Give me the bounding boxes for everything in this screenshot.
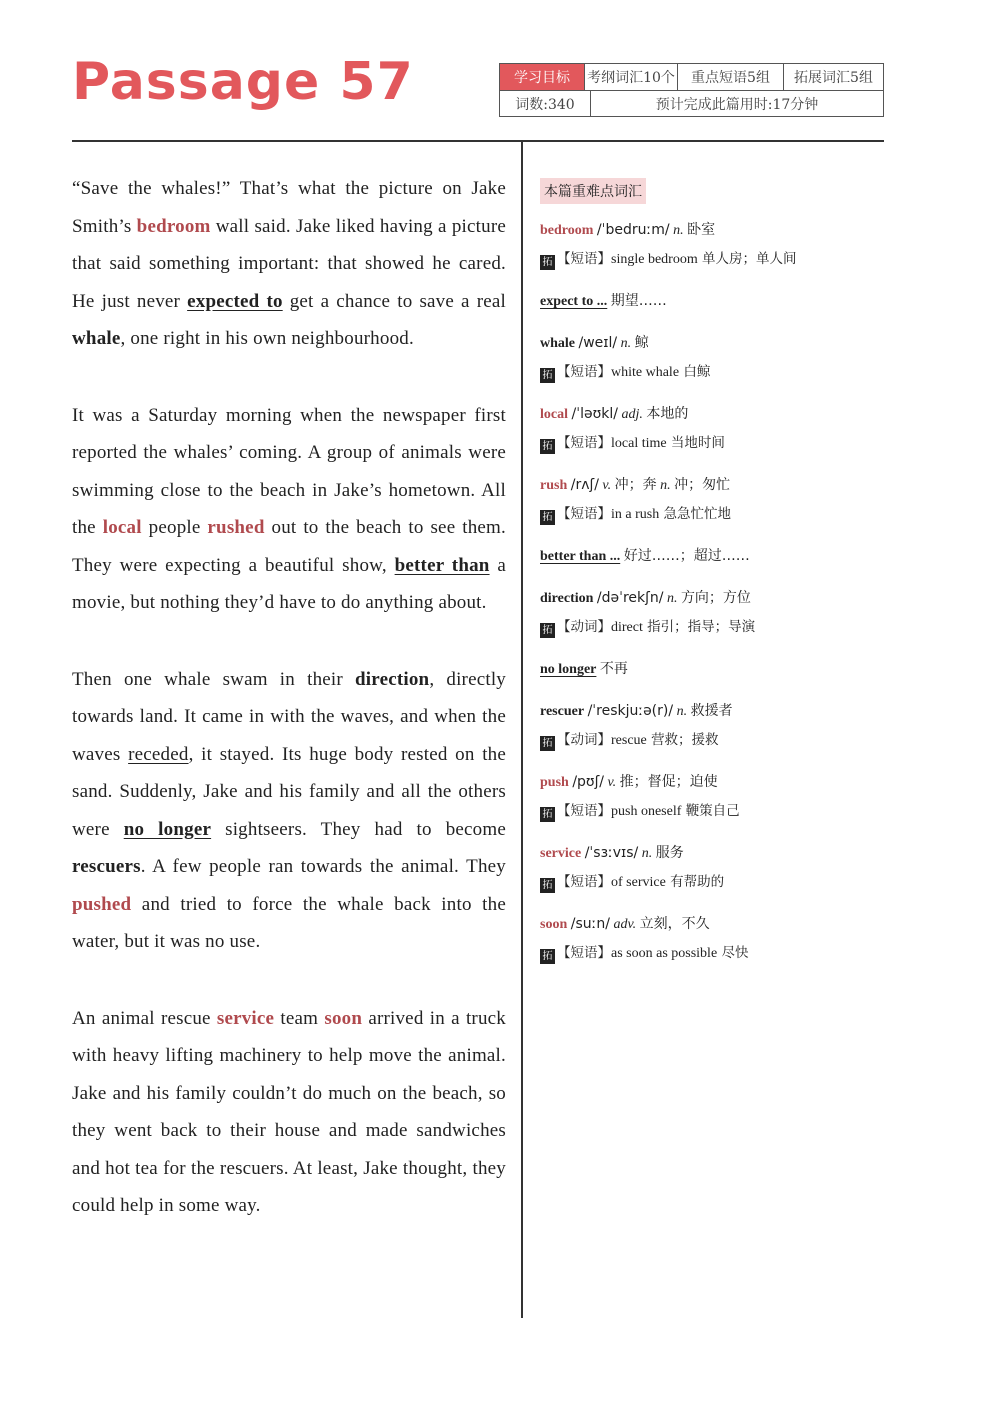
ext-chinese: 白鲸: [683, 364, 711, 380]
ext-chinese: 鞭策自己: [685, 803, 740, 819]
page-title: Passage 57: [72, 52, 414, 112]
vocab-entry: [540, 471, 880, 529]
ext-english: single bedroom: [611, 252, 698, 267]
vocab-pos: adv.: [613, 917, 637, 932]
ext-label: 【短语】: [557, 251, 611, 267]
paragraph-3: [72, 661, 506, 961]
vocab-meaning: 救援者: [690, 703, 733, 719]
vocab-meaning: 服务: [655, 845, 684, 861]
vocab-ipa: /weɪl/: [578, 335, 618, 351]
ext-chinese: 尽快: [721, 945, 749, 961]
ext-label: 【短语】: [557, 945, 611, 961]
text-segment: wall said. Jake liked having a picture that said something important: that showed he cared. He just never: [72, 215, 506, 312]
vocab-pos: n.: [673, 223, 684, 238]
goal-row: [500, 64, 883, 90]
text-segment: , directly towards land. It came in with the waves, and when the waves: [72, 668, 507, 765]
ext-label: 【动词】: [557, 619, 611, 635]
vocab-entry: [540, 910, 880, 968]
keyword-direction: direction: [355, 668, 430, 690]
vocab-meaning: 方向；方位: [680, 590, 751, 606]
vocab-meaning: 鲸: [634, 335, 649, 351]
vocab-word: bedroom: [540, 223, 594, 238]
vocab-panel: [540, 178, 880, 981]
extension-icon: 拓: [540, 368, 555, 383]
text-segment: a movie, but nothing they’d have to do anything about.: [72, 554, 506, 613]
text-segment: , it stayed. Its huge body rested on the sand. Suddenly, Jake and his family and all the others were: [72, 743, 507, 840]
vocab-meaning: 好过……；超过……: [623, 548, 750, 564]
extension-icon: 拓: [540, 510, 555, 525]
vocab-entry: [540, 329, 880, 387]
vocab-meaning: 卧室: [687, 222, 716, 238]
word-count: 词数:340: [515, 96, 575, 113]
vocab-meaning: 推；督促；迫使: [619, 774, 718, 790]
vocab-entry: [540, 768, 880, 826]
vocab-header: 本篇重难点词汇: [540, 178, 646, 204]
vocab-ipa: /pʊʃ/: [572, 774, 604, 790]
text-segment: arrived in a truck with heavy lifting machinery to help move the animal. Jake and his family couldn’t do much on the beach, so they went back to their house and made sandwiches and hot tea for the rescuers. At least, Jake thought, they could help in some way.: [72, 1007, 506, 1216]
ext-english: local time: [611, 436, 667, 451]
keyword-rushed: rushed: [207, 517, 265, 538]
ext-chinese: 急急忙忙地: [663, 506, 732, 522]
text-segment: Then one whale swam in their: [72, 668, 356, 690]
ext-chinese: 营救；援救: [651, 732, 719, 748]
vocab-meaning: 不再: [599, 661, 628, 677]
vocab-ipa: /dəˈrekʃn/: [596, 590, 664, 606]
vocab-pos: n.: [620, 336, 632, 351]
keyword-pushed: pushed: [72, 893, 132, 915]
ext-label: 【短语】: [557, 874, 611, 890]
vocab-pos: adj.: [621, 407, 643, 422]
keyword-expected-to: expected to: [187, 290, 283, 312]
vocab-ipa: /ˈləʊkl/: [571, 406, 618, 422]
time-estimate: 预计完成此篇用时:17分钟: [590, 91, 883, 116]
text-segment: An animal rescue: [72, 1007, 217, 1029]
vocab-ipa: /ˈreskjuːə(r)/: [587, 703, 674, 719]
ext-chinese: 单人房；单人间: [702, 251, 797, 267]
goal-label: 学习目标: [500, 64, 584, 90]
extension-icon: 拓: [540, 736, 555, 751]
vocab-entry: [540, 216, 880, 274]
keyword-whale: whale: [72, 328, 121, 349]
text-segment: It was a Saturday morning when the newspaper first reported the whales’ coming. A group of animals were swimming close to the beach in Jake’s hometown. All the: [72, 404, 506, 538]
ext-chinese: 当地时间: [670, 435, 725, 451]
ext-label: 【短语】: [557, 435, 611, 451]
keyword-local: local: [102, 517, 142, 538]
keyword-receded: receded: [128, 743, 189, 765]
stat-phrase-count: 重点短语5组: [677, 64, 783, 90]
vocab-meaning: 本地的: [646, 406, 689, 422]
vocab-phrase: expect to ...: [540, 294, 608, 309]
ext-label: 【动词】: [557, 732, 611, 748]
vocab-meaning: 立刻，不久: [639, 916, 710, 932]
passage-text: [72, 170, 506, 1264]
stat-extended-count: 拓展词汇5组: [783, 64, 883, 90]
paragraph-2: [72, 397, 506, 622]
vocab-entry: [540, 839, 880, 897]
vocab-pos: v.: [607, 775, 617, 790]
vocab-word: rescuer: [540, 704, 585, 719]
vocab-meaning: 冲；奔: [614, 477, 657, 493]
text-segment: , one right in his own neighbourhood.: [120, 328, 414, 349]
vocab-pos: n.: [676, 704, 688, 719]
vocab-pos-2: n.: [660, 478, 671, 493]
ext-chinese: 指引；指导；导演: [647, 619, 756, 635]
text-segment: . A few people ran towards the animal. They: [140, 856, 506, 877]
meta-row: [500, 90, 883, 116]
vocab-entry: [540, 655, 880, 684]
ext-chinese: 有帮助的: [670, 874, 725, 890]
ext-english: white whale: [611, 365, 680, 380]
vocab-ipa: /suːn/: [570, 916, 610, 932]
keyword-service: service: [216, 1007, 275, 1029]
top-divider: [72, 140, 884, 142]
extension-icon: 拓: [540, 949, 555, 964]
ext-english: push oneself: [611, 804, 682, 819]
text-segment: get a chance to save a real: [282, 290, 506, 312]
vocab-entry: [540, 542, 880, 571]
vocab-pos: v.: [602, 478, 612, 493]
vocab-meaning-2: 冲；匆忙: [674, 477, 731, 493]
ext-label: 【短语】: [557, 364, 611, 380]
extension-icon: 拓: [540, 878, 555, 893]
keyword-no-longer: no longer: [123, 818, 212, 840]
vocab-ipa: /ˈsɜːvɪs/: [584, 845, 639, 861]
vocab-word: direction: [540, 591, 594, 606]
text-segment: team: [274, 1007, 325, 1029]
vocab-pos: n.: [641, 846, 653, 861]
vocab-entry: [540, 400, 880, 458]
vocab-pos: n.: [666, 591, 678, 606]
vocab-ipa: /rʌʃ/: [570, 477, 599, 493]
stat-vocab-count: 考纲词汇10个: [584, 64, 677, 90]
vocab-entry: [540, 697, 880, 755]
vocab-word: soon: [540, 917, 568, 932]
ext-english: rescue: [611, 733, 647, 748]
keyword-bedroom: bedroom: [136, 215, 211, 237]
extension-icon: 拓: [540, 623, 555, 638]
vocab-entry: [540, 287, 880, 316]
text-segment: “Save the whales!” That’s what the picture on Jake Smith’s: [72, 178, 506, 237]
extension-icon: 拓: [540, 807, 555, 822]
vocab-entry: [540, 584, 880, 642]
vocab-word: whale: [540, 336, 575, 351]
vocab-word: local: [540, 407, 568, 422]
text-segment: and tried to force the whale back into the water, but it was no use.: [72, 893, 506, 952]
vocab-word: service: [540, 846, 582, 861]
vocab-meaning: 期望……: [610, 293, 667, 309]
ext-label: 【短语】: [557, 803, 611, 819]
extension-icon: 拓: [540, 439, 555, 454]
column-divider: [521, 142, 523, 1318]
ext-english: in a rush: [611, 507, 660, 522]
keyword-rescuers: rescuers: [72, 856, 141, 877]
extension-icon: 拓: [540, 255, 555, 270]
vocab-word: push: [540, 775, 569, 790]
text-segment: sightseers. They had to become: [211, 818, 506, 840]
ext-label: 【短语】: [557, 506, 611, 522]
text-segment: out to the beach to see them. They were expecting a beautiful show,: [72, 517, 506, 576]
vocab-word: rush: [540, 478, 568, 493]
ext-english: as soon as possible: [611, 946, 718, 961]
text-segment: people: [141, 517, 208, 538]
ext-english: direct: [611, 620, 643, 635]
paragraph-1: [72, 170, 506, 358]
vocab-phrase: better than ...: [540, 549, 621, 564]
study-goal-table: [499, 63, 884, 117]
keyword-soon: soon: [324, 1007, 363, 1029]
vocab-ipa: /ˈbedruːm/: [596, 222, 670, 238]
vocab-phrase: no longer: [540, 662, 597, 677]
ext-english: of service: [611, 875, 666, 890]
paragraph-4: [72, 1000, 506, 1225]
keyword-better-than: better than: [394, 554, 490, 576]
